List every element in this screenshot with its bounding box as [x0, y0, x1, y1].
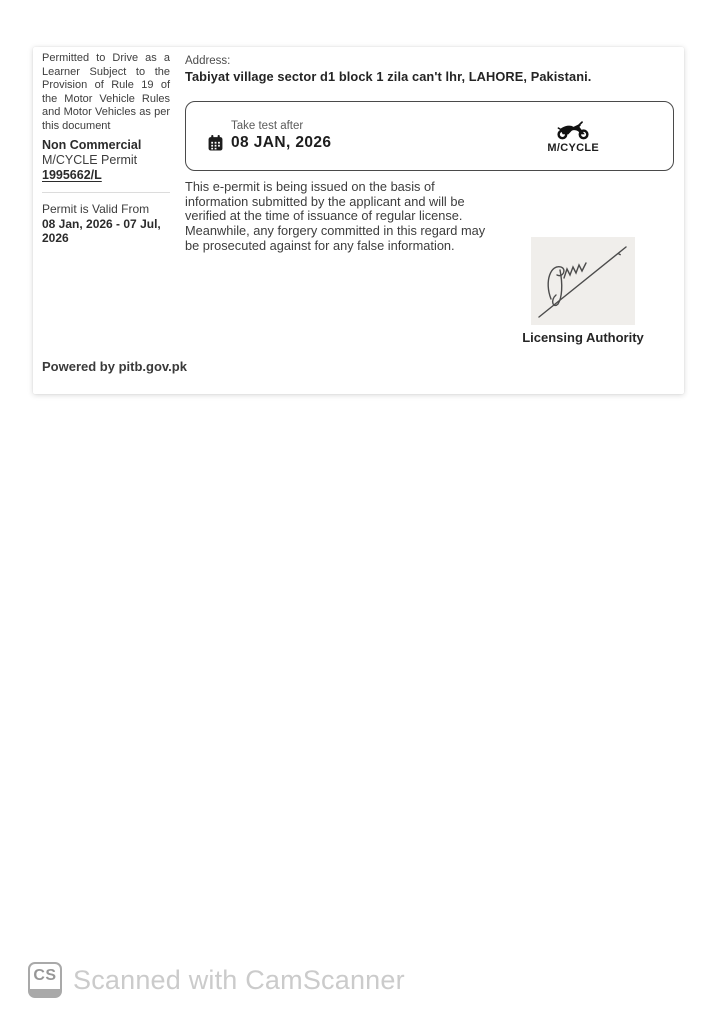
- take-test-label: Take test after: [231, 120, 304, 132]
- e-permit-card: [33, 47, 684, 394]
- test-date-row: [208, 134, 331, 152]
- powered-by-text: Powered by pitb.gov.pk: [42, 359, 187, 374]
- permit-type: M/CYCLE Permit: [42, 152, 138, 167]
- camscanner-watermark: [28, 962, 405, 998]
- disclaimer-text: This e-permit is being issued on the basis of information submitted by the applicant and will be verified at the time of issuance of regular license. Meanwhile, any forgery committed in this regard may be prosecuted against for any false information.: [185, 179, 486, 253]
- signature-image: [531, 237, 635, 325]
- permit-number: 1995662/L: [42, 167, 102, 182]
- vehicle-type-label: M/CYCLE: [547, 141, 599, 154]
- validity-range: 08 Jan, 2026 - 07 Jul, 2026: [42, 216, 161, 246]
- licensing-authority-caption: Licensing Authority: [522, 330, 644, 345]
- test-date-group: [208, 120, 331, 152]
- signature-block: [513, 237, 653, 345]
- vehicle-type-group: [547, 119, 599, 154]
- camscanner-text: Scanned with CamScanner: [73, 964, 405, 995]
- learner-clause-text: Permitted to Drive as a Learner Subject to the Provision of Rule 19 of the Motor Vehicle Rules and Motor Vehicles as per this document: [42, 52, 170, 132]
- camscanner-logo-icon: [28, 962, 62, 998]
- motorcycle-icon: [556, 119, 590, 140]
- cs-logo-tab: [30, 989, 60, 996]
- permit-left-column: [42, 52, 170, 246]
- calendar-icon: [208, 135, 223, 151]
- address-value: Tabiyat village sector d1 block 1 zila can't lhr, LAHORE, Pakistani.: [185, 69, 592, 84]
- address-label: Address:: [185, 55, 231, 67]
- permit-category: Non Commercial: [42, 137, 142, 152]
- left-column-divider: [42, 192, 170, 193]
- validity-label: Permit is Valid From: [42, 201, 150, 216]
- test-date-value: 08 JAN, 2026: [231, 134, 332, 151]
- test-date-box: [185, 101, 674, 171]
- cs-logo-letters: CS: [33, 967, 57, 984]
